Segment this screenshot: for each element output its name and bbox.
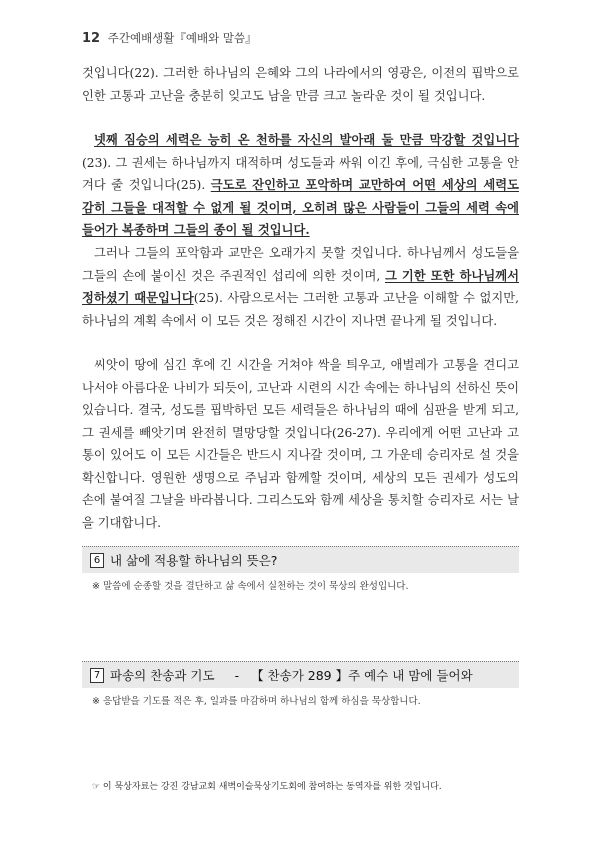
paragraph-2-middle: (23). 그 권세는 하나님까지 대적하며 성도들과 싸워 이긴 후에, 극심한 고통을 안겨다 줄 것입니다(25). xyxy=(82,155,519,192)
page-number: 12 xyxy=(82,31,101,46)
section-6-title: 내 삶에 적용할 하나님의 뜻은? xyxy=(110,553,278,568)
section-6-heading xyxy=(82,546,519,573)
paragraph-3 xyxy=(82,242,519,332)
emphasis-appointed-time: 그 기한 또한 하나님께서 정하셨기 때문입니다 xyxy=(82,267,519,305)
emphasis-cruelty: 극도로 잔인하고 포악하며 교만하여 어떤 세상의 세력도 감히 그들을 대적할 수 없게 될 것이며, 오히려 많은 사람들이 그들의 세력 속에 들어가 복종하며 그들의 종이 될 것입니다. xyxy=(82,177,519,237)
paragraph-4 xyxy=(82,354,519,534)
paragraph-1 xyxy=(82,62,519,107)
publication-title: 주간예배생활『예배와 말씀』 xyxy=(107,31,257,45)
section-7-heading xyxy=(82,661,519,688)
paragraph-1-text: 것입니다(22). 그러한 하나님의 은혜와 그의 나라에서의 영광은, 이전의 핍박으로 인한 고통과 고난을 충분히 잊고도 남을 만큼 크고 놀라운 것이 될 것입니다. xyxy=(82,66,519,103)
section-6-note: ※ 말씀에 순종할 것을 결단하고 삶 속에서 실천하는 것이 묵상의 완성입니다. xyxy=(92,581,409,592)
paragraph-2 xyxy=(82,129,519,242)
section-6-number: 6 xyxy=(90,553,104,568)
section-7-number: 7 xyxy=(90,668,104,683)
paragraph-2-text xyxy=(82,129,519,242)
page-header xyxy=(82,30,257,46)
footer-note: ☞ 이 묵상자료는 강진 강남교회 새벽이슬묵상기도회에 참여하는 동역자를 위한 것입니다. xyxy=(92,782,442,792)
emphasis-beast-power: 넷째 짐승의 세력은 능히 온 천하를 자신의 발아래 둘 만큼 막강할 것입니다 xyxy=(94,132,519,147)
section-7-note: ※ 응답받을 기도를 적은 후, 일과를 마감하며 하나님의 함께 하심을 묵상합니다. xyxy=(92,696,421,707)
paragraph-3-text xyxy=(82,242,519,332)
hymn-reference: 【 찬송가 289 】주 예수 내 맘에 들어와 xyxy=(251,668,473,683)
paragraph-3-start: 그러나 그들의 포악함과 교만은 오래가지 못할 것입니다. 하나님께서 성도들을 그들의 손에 붙이신 것은 주권적인 섭리에 의한 것이며, xyxy=(82,246,519,283)
paragraph-3-end: (25). 사람으로서는 그러한 고통과 고난을 이해할 수 없지만, 하나님의 계획 속에서 이 모든 것은 정해진 시간이 지나면 끝나게 될 것입니다. xyxy=(82,291,519,328)
section-7-title: 파송의 찬송과 기도 xyxy=(110,668,215,683)
paragraph-4-text: 씨앗이 땅에 심긴 후에 긴 시간을 거쳐야 싹을 틔우고, 애벌레가 고통을 견디고 나서야 아름다운 나비가 되듯이, 고난과 시련의 시간 속에는 하나님의 선하신 뜻이 있습니다. 결국, 성도를 핍박하던 모든 세력들은 하나님의 때에 심판을 받게 되고, 그 권세를 빼앗기며 완전히 멸망당할 것입니다(26-27). 우리에게 어떤 고난과 고통이 있어도 이 모든 시간들은 반드시 지나갈 것이며, 그 가운데 승리자로 설 것을 확신합니다. 영원한 생명으로 주님과 함께할 것이며, 세상의 모든 권세가 성도의 손에 붙여질 그날을 바라봅니다. 그리스도와 함께 세상을 통치할 승리자로 서는 날을 기대합니다. xyxy=(82,358,519,530)
section-7-separator: - xyxy=(234,667,240,683)
